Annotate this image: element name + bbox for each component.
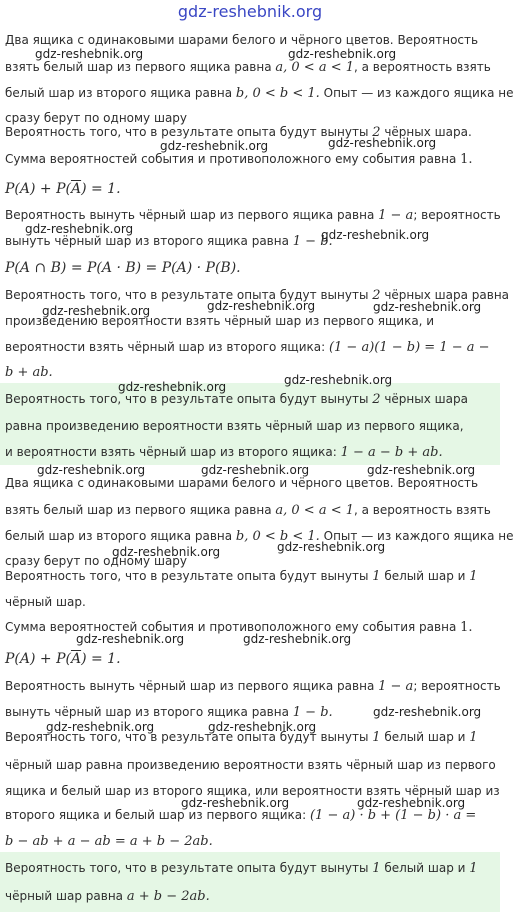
site-watermark[interactable]: gdz-reshebnik.org — [373, 705, 482, 719]
answer-text-line: Вероятность того, что в результате опыта будут вынуты 2 чёрных шара — [5, 392, 468, 407]
problem-text-line: взять белый шар из первого ящика равна a, 0 < a < 1, а вероятность взять — [5, 503, 491, 518]
site-watermark[interactable]: gdz-reshebnik.org — [357, 796, 466, 810]
site-watermark[interactable]: gdz-reshebnik.org — [42, 304, 151, 318]
solution-text-line: второго ящика и белый шар из первого ящика: (1 − a) · b + (1 − b) · a = — [5, 808, 477, 823]
problem-text-line: белый шар из второго ящика равна b, 0 < b < 1. Опыт — из каждого ящика не — [5, 529, 514, 544]
solution-text-line: Вероятность того, что в результате опыта будут вынуты 1 белый шар и 1 — [5, 569, 478, 584]
solution-text-line: вынуть чёрный шар из второго ящика равна 1 − b. — [5, 705, 333, 720]
answer-box — [0, 383, 500, 465]
site-watermark[interactable]: gdz-reshebnik.org — [35, 47, 144, 61]
problem-text-line: белый шар из второго ящика равна b, 0 < b < 1. Опыт — из каждого ящика не — [5, 86, 514, 101]
site-watermark[interactable]: gdz-reshebnik.org — [284, 373, 393, 387]
solution-text-line: Вероятность вынуть чёрный шар из первого ящика равна 1 − a; вероятность — [5, 208, 501, 223]
answer-box — [0, 852, 500, 912]
formula-complement: $P(A) + P(\overline{A}) = 1$. — [5, 181, 121, 197]
site-watermark[interactable]: gdz-reshebnik.org — [208, 720, 317, 734]
solution-text-line: b + ab. — [5, 365, 53, 380]
solution-text-line: вынуть чёрный шар из второго ящика равна 1 − b. — [5, 234, 333, 249]
solution-text-line: Вероятность того, что в результате опыта будут вынуты 2 чёрных шара равна — [5, 288, 510, 303]
problem-text-line: Два ящика с одинаковыми шарами белого и чёрного цветов. Вероятность — [5, 476, 479, 490]
site-watermark[interactable]: gdz-reshebnik.org — [321, 228, 430, 242]
site-watermark[interactable]: gdz-reshebnik.org — [243, 632, 352, 646]
site-watermark[interactable]: gdz-reshebnik.org — [373, 300, 482, 314]
solution-text-line: вероятности взять чёрный шар из второго ящика: (1 − a)(1 − b) = 1 − a − — [5, 340, 490, 355]
site-watermark[interactable]: gdz-reshebnik.org — [46, 720, 155, 734]
site-watermark-top[interactable]: gdz-reshebnik.org — [177, 2, 323, 21]
site-watermark[interactable]: gdz-reshebnik.org — [367, 463, 476, 477]
formula-product: P(A ∩ B) = P(A · B) = P(A) · P(B). — [5, 260, 241, 276]
problem-text-line: Два ящика с одинаковыми шарами белого и чёрного цветов. Вероятность — [5, 33, 479, 47]
site-watermark[interactable]: gdz-reshebnik.org — [181, 796, 290, 810]
formula-complement: $P(A) + P(\overline{A}) = 1$. — [5, 651, 121, 667]
solution-text-line: Вероятность того, что в результате опыта будут вынуты 1 белый шар и 1 — [5, 730, 478, 745]
answer-text-line: и вероятности взять чёрный шар из второго ящика: 1 − a − b + ab. — [5, 445, 443, 460]
answer-text-line: Вероятность того, что в результате опыта будут вынуты 1 белый шар и 1 — [5, 861, 478, 876]
solution-text-line: чёрный шар равна произведению вероятности взять чёрный шар из первого — [5, 758, 496, 772]
clipped-text-line: сразу берут по одному шару — [5, 111, 188, 125]
solution-text-line: Вероятность того, что в результате опыта будут вынуты 2 чёрных шара. — [5, 125, 472, 140]
site-watermark[interactable]: gdz-reshebnik.org — [277, 540, 386, 554]
site-watermark[interactable]: gdz-reshebnik.org — [328, 136, 437, 150]
solution-text-line: Сумма вероятностей события и противоположного ему события равна 1. — [5, 620, 473, 635]
problem-text-line: взять белый шар из первого ящика равна a, 0 < a < 1, а вероятность взять — [5, 60, 491, 75]
site-watermark[interactable]: gdz-reshebnik.org — [37, 463, 146, 477]
site-watermark[interactable]: gdz-reshebnik.org — [201, 463, 310, 477]
site-watermark[interactable]: gdz-reshebnik.org — [118, 380, 227, 394]
solution-text-line: Сумма вероятностей события и противоположного ему события равна 1. — [5, 152, 473, 167]
solution-text-line: Вероятность вынуть чёрный шар из первого ящика равна 1 − a; вероятность — [5, 679, 501, 694]
solution-text-line: чёрный шар. — [5, 595, 86, 609]
site-watermark[interactable]: gdz-reshebnik.org — [25, 222, 134, 236]
site-watermark[interactable]: gdz-reshebnik.org — [288, 47, 397, 61]
site-watermark[interactable]: gdz-reshebnik.org — [76, 632, 185, 646]
solution-text-line: b − ab + a − ab = a + b − 2ab. — [5, 834, 213, 849]
site-watermark[interactable]: gdz-reshebnik.org — [160, 139, 269, 153]
answer-text-line: равна произведению вероятности взять чёрный шар из первого ящика, — [5, 419, 464, 433]
clipped-text-line: сразу берут по одному шару — [5, 554, 188, 568]
site-watermark[interactable]: gdz-reshebnik.org — [112, 545, 221, 559]
solution-text-line: произведению вероятности взять чёрный шар из первого ящика, и — [5, 314, 435, 328]
answer-text-line: чёрный шар равна a + b − 2ab. — [5, 889, 210, 904]
solution-text-line: ящика и белый шар из второго ящика, или вероятности взять чёрный шар из — [5, 784, 500, 798]
site-watermark[interactable]: gdz-reshebnik.org — [207, 299, 316, 313]
